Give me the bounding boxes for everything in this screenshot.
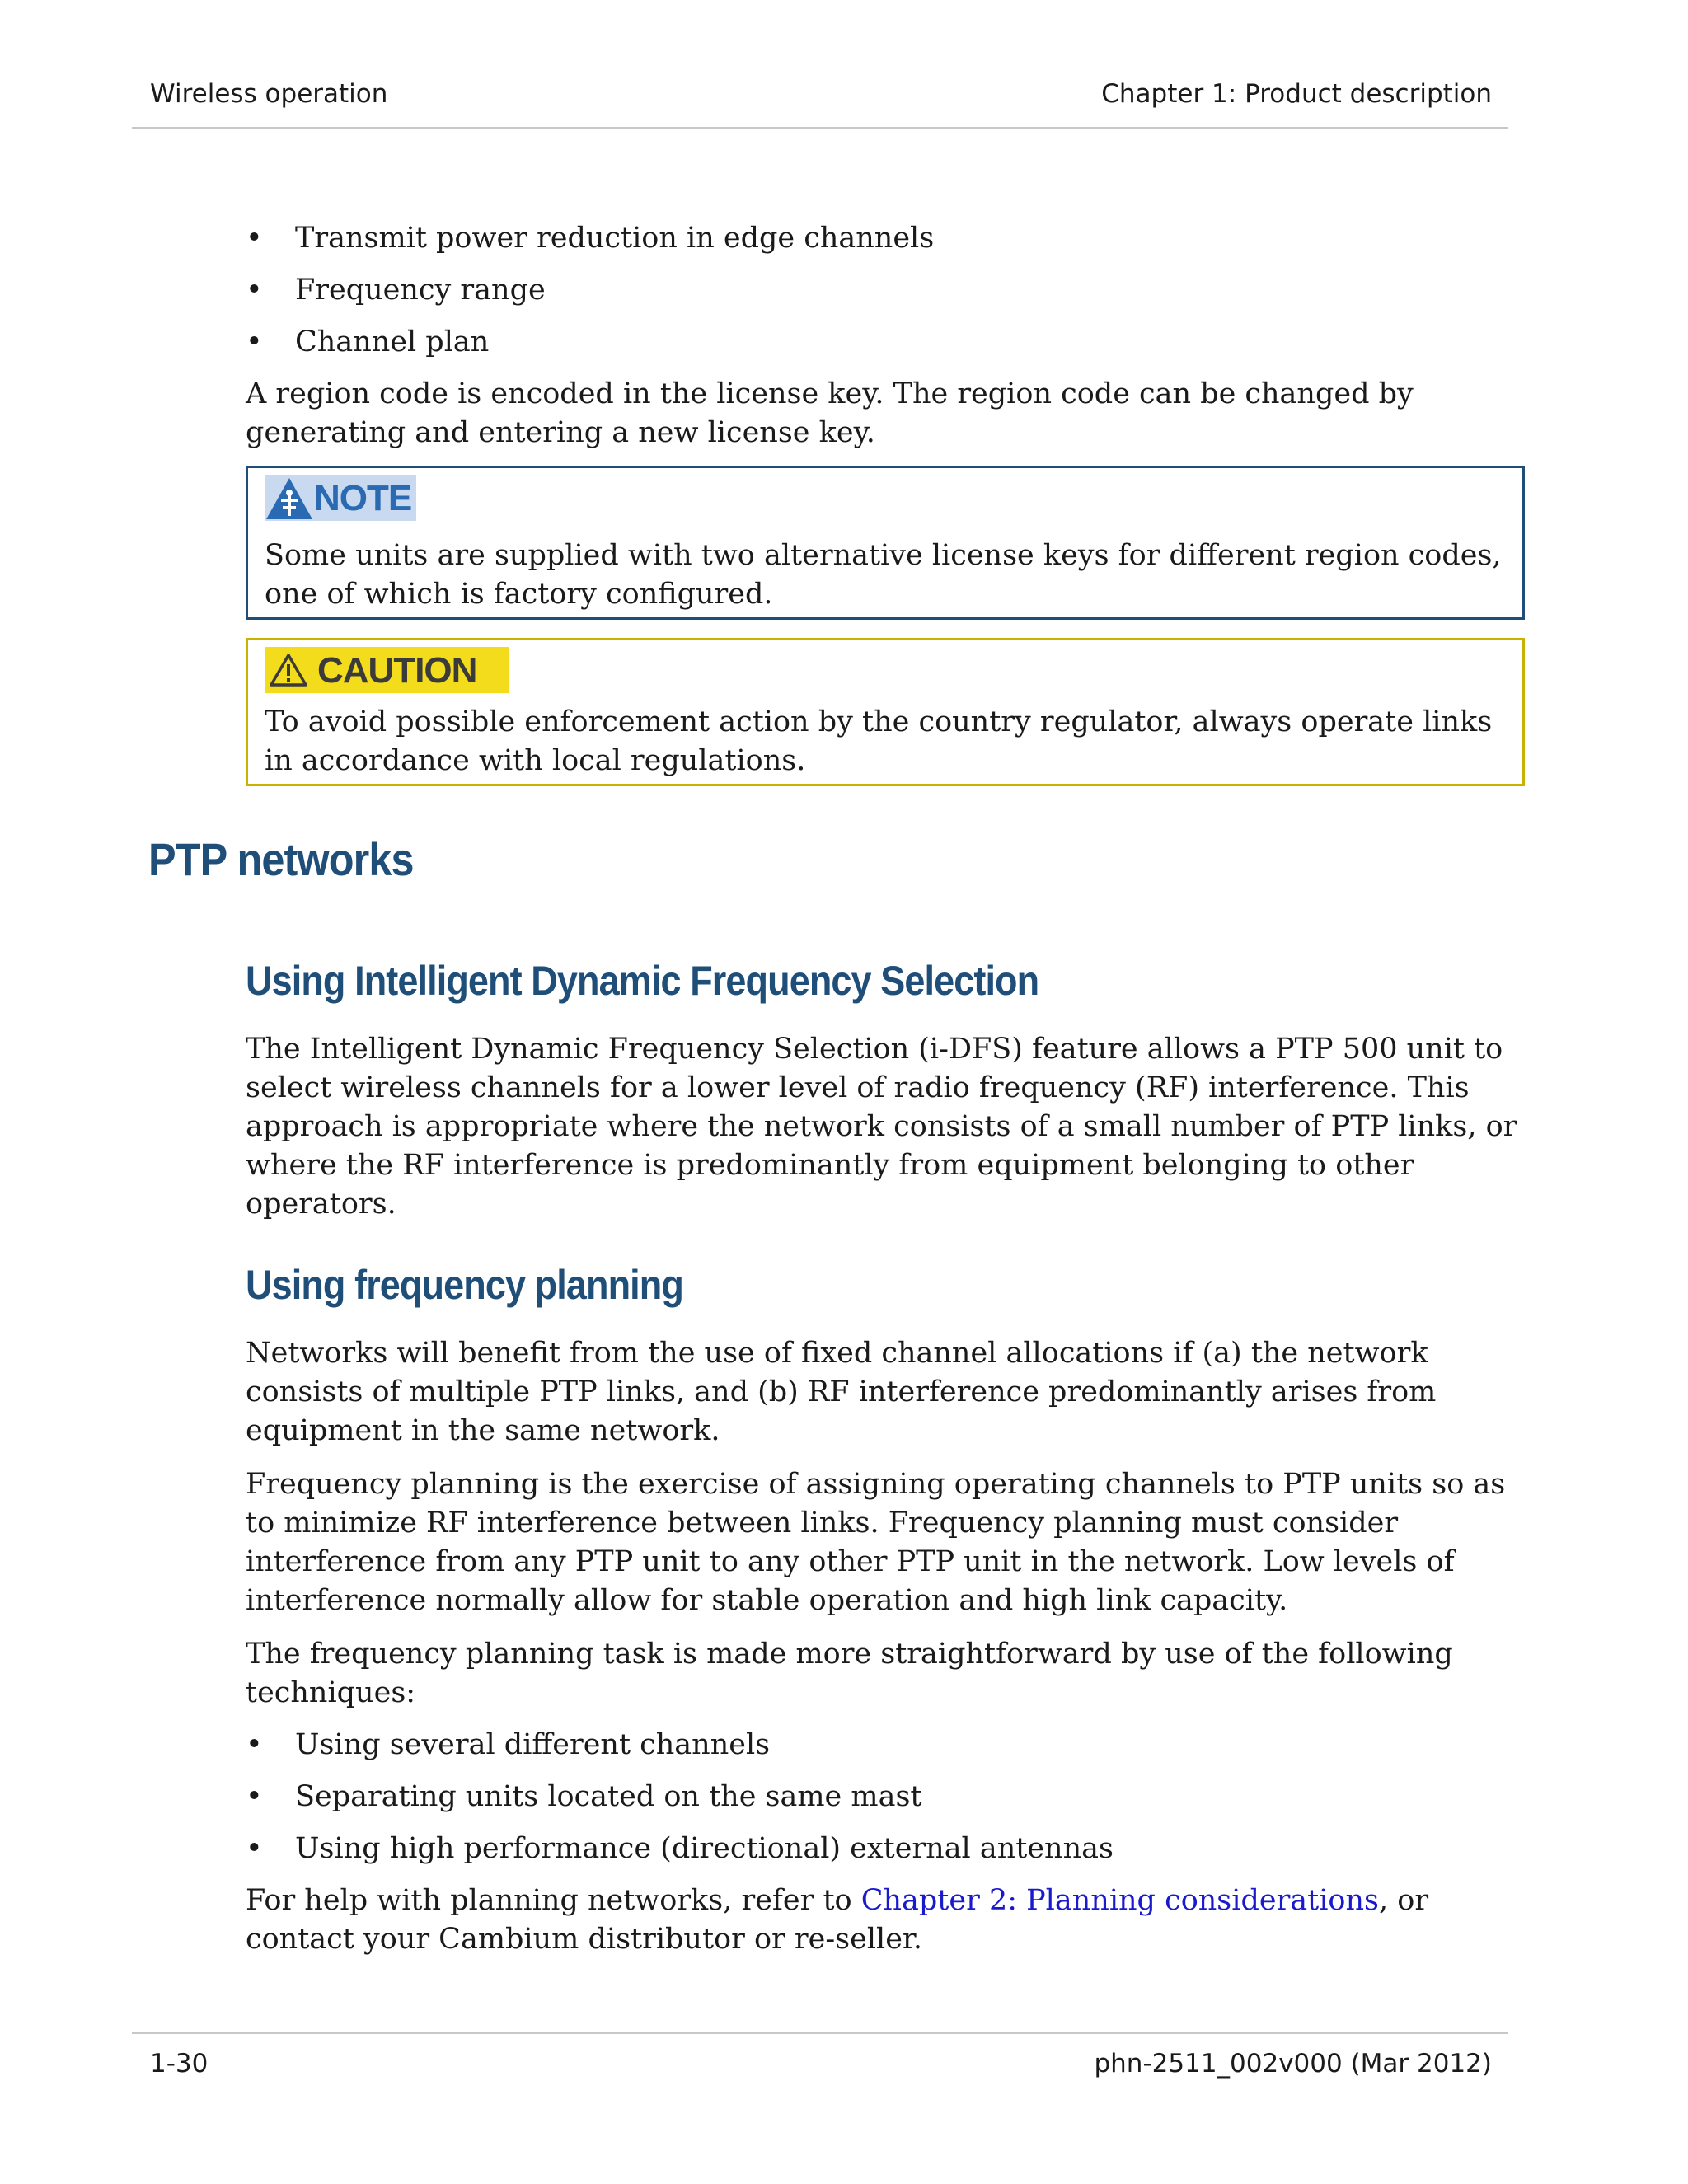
planning-paragraph-3: The frequency planning task is made more straightforward by use of the following techniques: (246, 1638, 1453, 1709)
help-paragraph: For help with planning networks, refer to Chapter 2: Planning considerations, or contact your Cambium distributor or re-seller. (246, 1884, 1429, 1956)
list-item: • Using high performance (directional) external antennas (246, 1830, 1525, 1868)
page-number: 1-30 (150, 2049, 209, 2079)
caution-badge (265, 647, 509, 693)
header-chapter-name: Chapter 1: Product description (1101, 79, 1492, 109)
bullet-icon: • (246, 222, 263, 255)
section-title: PTP networks (148, 833, 414, 885)
region-code-paragraph: A region code is encoded in the license key. The region code can be changed by generating and entering a new license key. (246, 377, 1414, 449)
bullet-icon: • (246, 326, 263, 359)
header-section-name: Wireless operation (150, 79, 388, 109)
list-item: • Separating units located on the same mast (246, 1778, 1525, 1816)
running-footer (132, 2032, 1508, 2092)
caution-text: To avoid possible enforcement action by the country regulator, always operate links in accordance with local regulations. (265, 705, 1493, 777)
page-content (246, 219, 1525, 804)
note-badge (265, 475, 416, 521)
note-label: NOTE (314, 477, 412, 518)
caution-label: CAUTION (317, 649, 477, 691)
list-item: • Channel plan (246, 323, 1525, 362)
planning-considerations-link[interactable]: Chapter 2: Planning considerations (860, 1884, 1380, 1917)
antenna-tower-icon (265, 475, 314, 521)
bullet-icon: • (246, 1832, 263, 1865)
warning-triangle-icon (270, 653, 307, 687)
technique-bullet-list (246, 1726, 1525, 1868)
list-item: • Transmit power reduction in edge channels (246, 219, 1525, 258)
caution-box (246, 638, 1525, 786)
ptp-networks-content (246, 956, 1525, 1974)
idfs-paragraph: The Intelligent Dynamic Frequency Selection (i-DFS) feature allows a PTP 500 unit to select wireless channels for a lower level of radio frequency (RF) interference. This approach is appropriate where the network consists of a small number of PTP links, or where the RF interference is predominantly from equipment belonging to other operators. (246, 1033, 1517, 1221)
region-bullet-list (246, 219, 1525, 362)
document-id: phn-2511_002v000 (Mar 2012) (1094, 2049, 1492, 2079)
note-box (246, 466, 1525, 620)
running-header (132, 77, 1508, 129)
planning-heading: Using frequency planning (246, 1262, 683, 1308)
bullet-icon: • (246, 274, 263, 307)
planning-paragraph-2: Frequency planning is the exercise of assigning operating channels to PTP units so as to minimize RF interference between links. Frequency planning must consider interference from any PTP unit to any other PTP unit in the network. Low levels of interference normally allow for stable operation and high link capacity. (246, 1468, 1506, 1617)
bullet-icon: • (246, 1780, 263, 1813)
idfs-heading: Using Intelligent Dynamic Frequency Selection (246, 958, 1039, 1004)
list-item: • Using several different channels (246, 1726, 1525, 1765)
note-text: Some units are supplied with two alternative license keys for different region codes, one of which is factory configured. (265, 539, 1502, 611)
bullet-icon: • (246, 1728, 263, 1761)
planning-paragraph-1: Networks will benefit from the use of fixed channel allocations if (a) the network consists of multiple PTP links, and (b) RF interference predominantly arises from equipment in the same network. (246, 1337, 1437, 1447)
list-item: • Frequency range (246, 271, 1525, 310)
